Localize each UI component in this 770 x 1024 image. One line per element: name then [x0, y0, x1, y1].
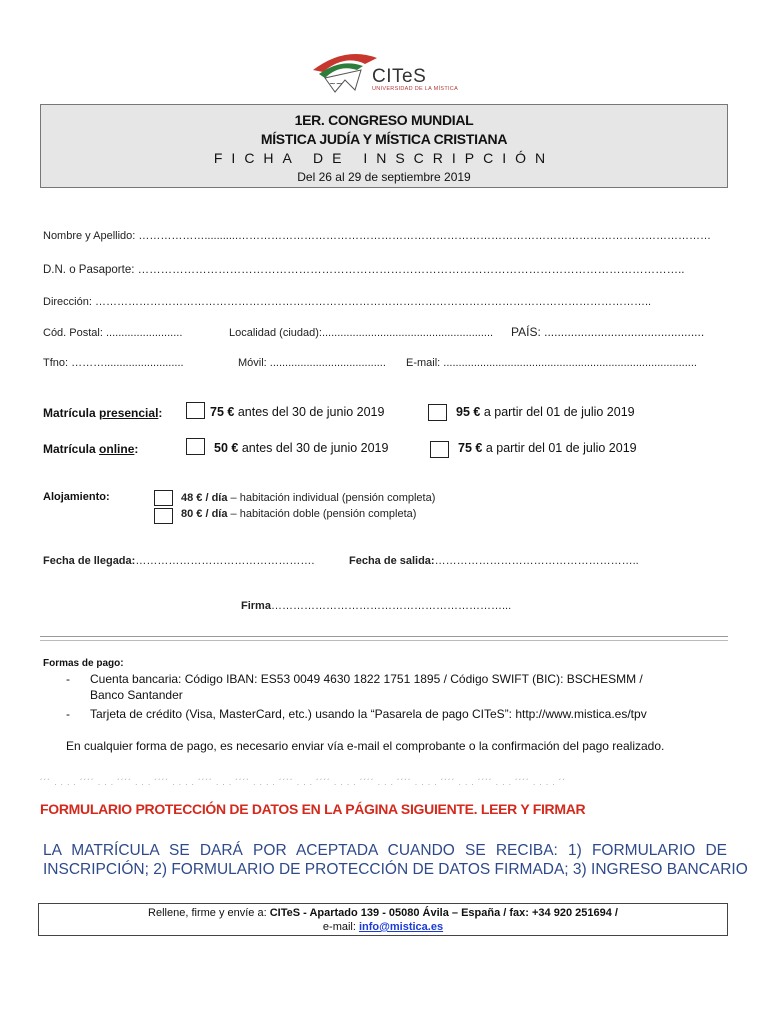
- city-field[interactable]: Localidad (ciudad):........................................................: [229, 327, 494, 339]
- departure-date-field[interactable]: Fecha de salida:………………………………………………..: [349, 555, 639, 567]
- divider-line: [40, 636, 728, 637]
- presencial-early-option: 75 € antes del 30 de junio 2019: [210, 405, 385, 419]
- email-link[interactable]: info@mistica.es: [358, 921, 444, 933]
- header-dates: Del 26 al 29 de septiembre 2019: [297, 170, 471, 184]
- name-field[interactable]: Nombre y Apellido: ………………...........…………………………………………………………………………………………………………………: [43, 230, 711, 242]
- presencial-late-checkbox[interactable]: [428, 404, 447, 421]
- country-field[interactable]: PAÍS: ................................................: [511, 325, 705, 339]
- arrival-date-field[interactable]: Fecha de llegada:………………………………………….: [43, 555, 315, 567]
- online-early-option: 50 € antes del 30 de junio 2019: [214, 441, 389, 455]
- id-field[interactable]: D.N. o Pasaporte: ……………………………………………………………………………………………………………………………..: [43, 264, 685, 276]
- payment-bank-name: Banco Santander: [90, 688, 183, 702]
- payment-bank: Cuenta bancaria: Código IBAN: ES53 0049 4630 1822 1751 1895 / Código SWIFT (BIC): BSCHESMM /: [90, 672, 643, 686]
- lodging-label: Alojamiento:: [43, 491, 110, 503]
- header-title-1: 1ER. CONGRESO MUNDIAL: [294, 112, 474, 128]
- bullet-2: -: [66, 707, 70, 721]
- logo-name: CITeS: [372, 66, 427, 87]
- lodging-double-checkbox[interactable]: [154, 508, 173, 524]
- presencial-early-checkbox[interactable]: [186, 402, 205, 419]
- lodging-single-option: 48 € / día – habitación individual (pensión completa): [181, 492, 436, 504]
- presencial-label: Matrícula presencial:: [43, 406, 163, 420]
- lodging-double-option: 80 € / día – habitación doble (pensión completa): [181, 508, 417, 520]
- dotted-divider: ´´´ . . . . ´´´´ . . . ´´´´ . . . ´´´´ . . . . ´´´´ . . . ´´´´ . . . . ´´´´ . . . ´´´´ . . . . ´´´´ . . . ´´´´ . . . . ´´´´ . . . ´´´´ . . . ´´´´ . . . . ´´: [40, 778, 567, 787]
- address-field[interactable]: Dirección: ……………………………………………………………………………………………………………………………………..: [43, 296, 652, 308]
- footer-email: e-mail: info@mistica.es: [322, 921, 444, 933]
- email-field[interactable]: E-mail: ...................................................................................: [406, 357, 697, 369]
- contact-footer: [38, 903, 728, 936]
- data-protection-notice: FORMULARIO PROTECCIÓN DE DATOS EN LA PÁGINA SIGUIENTE. LEER Y FIRMAR: [40, 801, 586, 817]
- signature-field[interactable]: Firma………………………………………………………...: [241, 600, 512, 612]
- divider-line-2: [40, 640, 728, 641]
- mobile-field[interactable]: Móvil: ......................................: [238, 357, 386, 369]
- header-title-2: MÍSTICA JUDÍA Y MÍSTICA CRISTIANA: [260, 131, 508, 147]
- postal-code-field[interactable]: Cód. Postal: .........................: [43, 327, 183, 339]
- acceptance-notice-2: INSCRIPCIÓN; 2) FORMULARIO DE PROTECCIÓN DE DATOS FIRMADA; 3) INGRESO BANCARIO: [43, 861, 748, 878]
- acceptance-notice-1: LA MATRÍCULA SE DARÁ POR ACEPTADA CUANDO SE RECIBA: 1) FORMULARIO DE: [43, 842, 727, 859]
- header-title-3: FICHA DE INSCRIPCIÓN: [213, 150, 555, 166]
- payment-card: Tarjeta de crédito (Visa, MasterCard, etc.) usando la “Pasarela de pago CITeS”: http://www.mistica.es/tpv: [90, 707, 647, 721]
- online-late-checkbox[interactable]: [430, 441, 449, 458]
- payment-title: Formas de pago:: [43, 658, 124, 669]
- logo-subtitle: UNIVERSIDAD DE LA MÍSTICA: [372, 86, 459, 92]
- online-label: Matrícula online:: [43, 442, 139, 456]
- bullet-1: -: [66, 672, 70, 686]
- online-early-checkbox[interactable]: [186, 438, 205, 455]
- payment-note: En cualquier forma de pago, es necesario enviar vía e-mail el comprobante o la confirmación del pago realizado.: [66, 739, 665, 753]
- form-header: [40, 104, 728, 188]
- lodging-single-checkbox[interactable]: [154, 490, 173, 506]
- phone-field[interactable]: Tfno: ………..........................: [43, 357, 184, 369]
- footer-address: Rellene, firme y envíe a: CITeS - Apartado 139 - 05080 Ávila – España / fax: +34 920 251694 /: [148, 907, 618, 919]
- presencial-late-option: 95 € a partir del 01 de julio 2019: [456, 405, 635, 419]
- online-late-option: 75 € a partir del 01 de julio 2019: [458, 441, 637, 455]
- svg-text:~~: ~~: [329, 79, 343, 88]
